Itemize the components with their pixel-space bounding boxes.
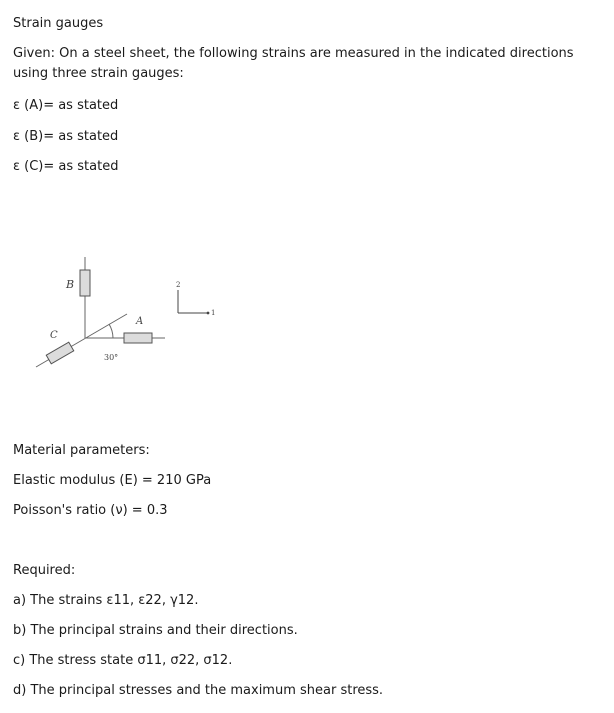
axis-2-label: 2	[176, 281, 181, 289]
material-heading: Material parameters:	[13, 443, 150, 458]
gauge-b	[80, 270, 90, 296]
gauge-a-label: A	[136, 316, 144, 327]
required-item-c: c) The stress state σ11, σ22, σ12.	[13, 653, 233, 668]
axis-1-arrow	[207, 312, 210, 315]
required-heading: Required:	[13, 563, 76, 578]
strain-c: ε (C)= as stated	[13, 159, 119, 174]
given-text: Given: On a steel sheet, the following strains are measured in the indicated directions using three strain gauges:	[13, 46, 574, 81]
page-title: Strain gauges	[13, 16, 104, 31]
strain-gauge-rosette-figure	[30, 250, 220, 375]
required-item-d: d) The principal stresses and the maximum shear stress.	[13, 683, 384, 698]
strain-a: ε (A)= as stated	[13, 98, 119, 113]
elastic-modulus: Elastic modulus (E) = 210 GPa	[13, 473, 212, 488]
required-item-a: a) The strains ε11, ε22, γ12.	[13, 593, 199, 608]
gauge-c	[46, 342, 74, 364]
gauge-a	[124, 333, 152, 343]
required-item-b: b) The principal strains and their directions.	[13, 623, 298, 638]
angle-label: 30°	[104, 353, 119, 362]
gauge-b-label: B	[66, 278, 75, 291]
strain-b: ε (B)= as stated	[13, 129, 119, 144]
angle-arc	[109, 324, 113, 338]
poissons-ratio: Poisson's ratio (ν) = 0.3	[13, 503, 168, 518]
axis-1-label: 1	[211, 309, 216, 317]
gauge-c-label: C	[50, 330, 58, 341]
